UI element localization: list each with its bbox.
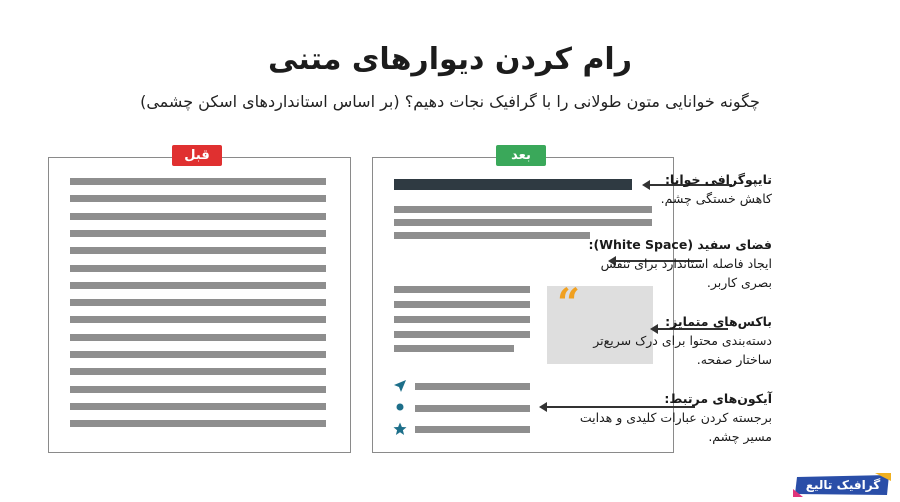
text-line [70,247,326,254]
arrow-head-icons [539,402,547,412]
text-line [70,265,326,272]
text-line [70,230,326,237]
annotation-body: ایجاد فاصله استاندارد برای تنفس بصری کاربر. [600,256,772,290]
dot-icon [396,403,404,411]
annotation-heading: آیکون‌های مرتبط: [664,391,772,406]
text-line [394,345,514,352]
annotation-body: برجسته کردن عبارات کلیدی و هدایت مسیر چشم. [579,410,772,444]
text-line [70,368,326,375]
annotation-typography [572,170,772,208]
quote-icon: “ [557,280,581,327]
text-line [70,403,326,410]
annotation-whitespace [572,235,772,292]
text-line [70,299,326,306]
text-line [70,178,326,185]
annotation-body: کاهش خستگی چشم. [660,191,772,206]
text-line [70,386,326,393]
text-line [415,405,530,412]
page-title: رام کردن دیوارهای متنی [268,42,632,77]
brand-logo [793,473,893,497]
annotation-heading: باکس‌های متمایز: [665,314,772,329]
star-icon [393,422,407,436]
text-line [70,351,326,358]
text-line [415,426,530,433]
logo-text: گرافیک تالیع [805,478,881,492]
annotation-icons [572,389,772,446]
text-line [394,331,530,338]
text-line [394,286,530,293]
text-line [70,316,326,323]
text-line [70,213,326,220]
text-line [70,282,326,289]
after-badge: بعد [496,145,546,166]
annotation-heading: فضای سفید (White Space): [588,237,772,252]
text-line [394,232,590,239]
text-line [70,195,326,202]
paper-plane-icon [393,379,407,393]
text-line [394,301,530,308]
annotation-body: دسته‌بندی محتوا برای درک سریع‌تر ساختار صفحه. [593,333,772,367]
text-line [394,219,652,226]
before-badge: قبل [172,145,222,166]
text-line [70,334,326,341]
annotation-heading: تایپوگرافی خوانا: [664,172,772,187]
text-line [394,316,530,323]
page-subtitle: چگونه خوانایی متون طولانی را با گرافیک نجات دهیم؟ (بر اساس استانداردهای اسکن چشمی) [140,92,760,111]
text-line [415,383,530,390]
annotation-boxes [572,312,772,369]
text-line [70,420,326,427]
